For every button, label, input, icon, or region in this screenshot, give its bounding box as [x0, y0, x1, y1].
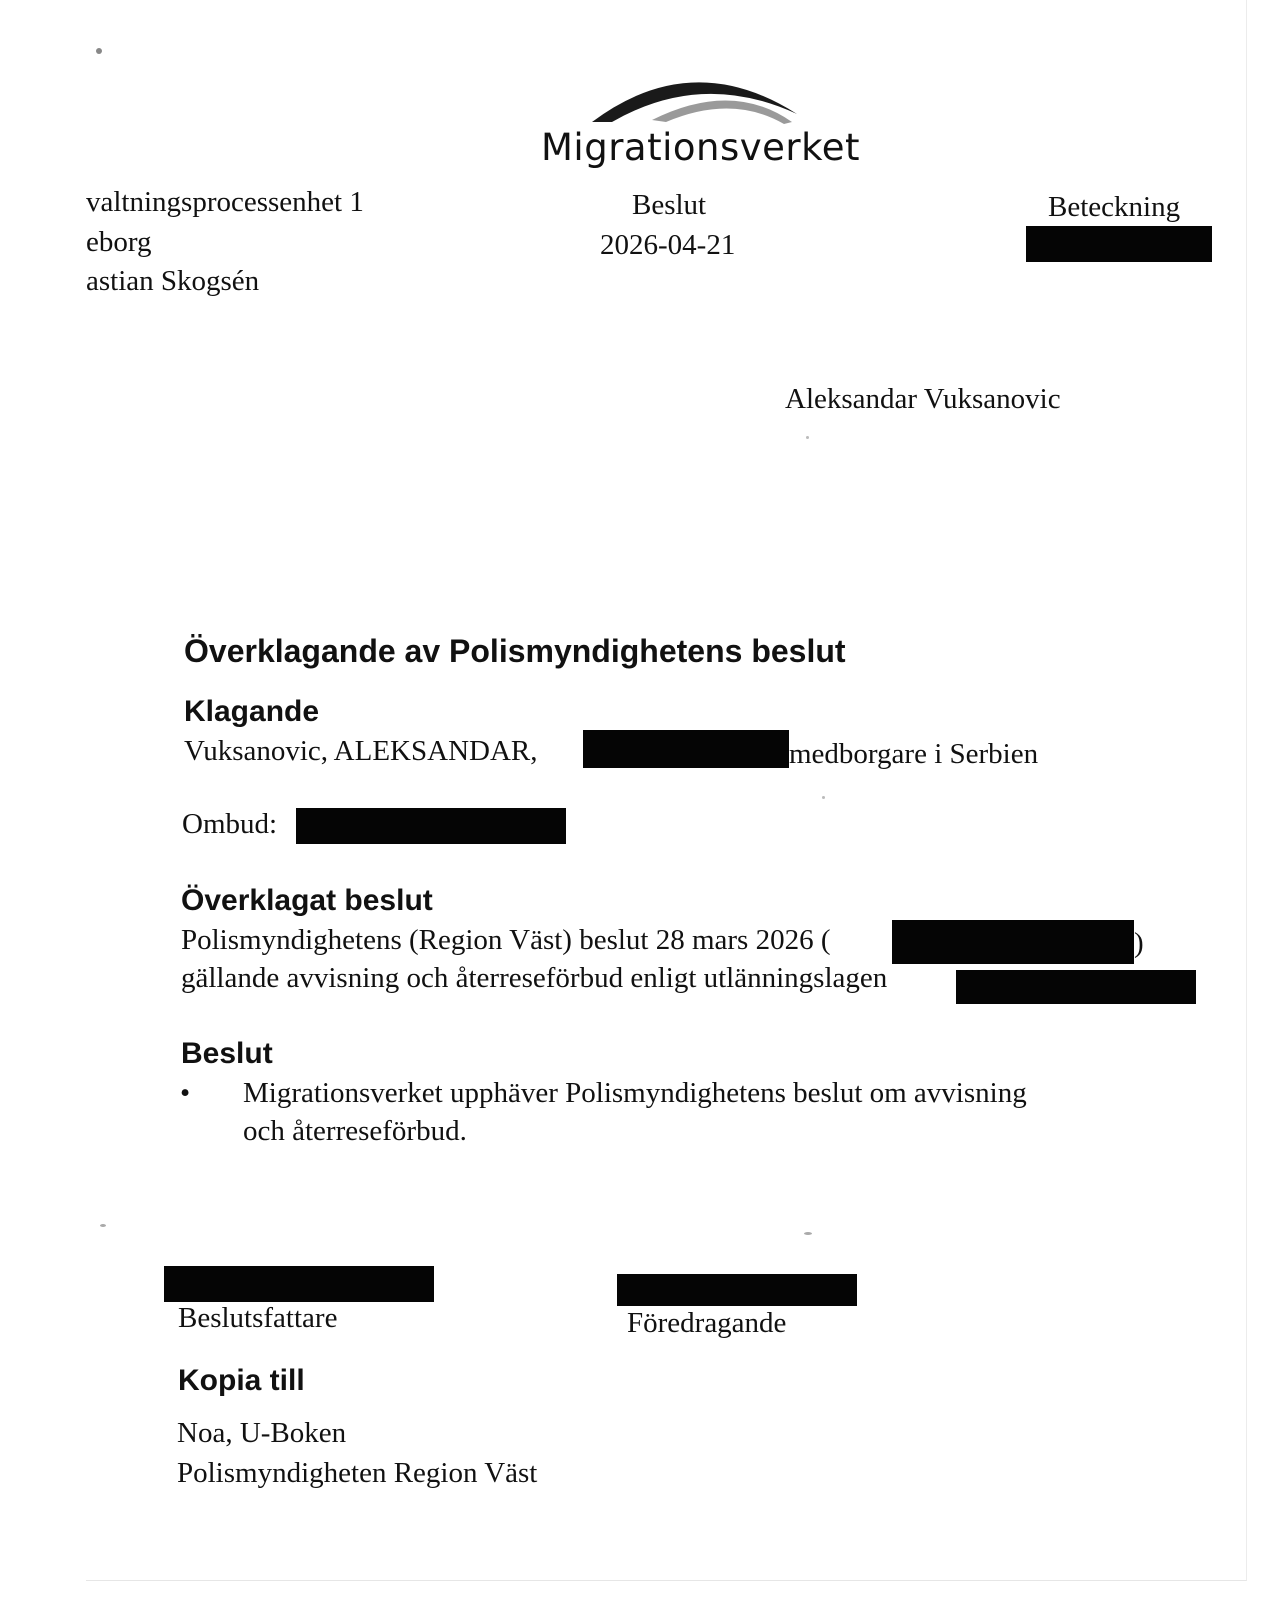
- document-date: 2026-04-21: [600, 229, 736, 261]
- document-type: Beslut: [632, 189, 707, 221]
- beslut-heading: Beslut: [181, 1037, 273, 1070]
- overklagat-heading: Överklagat beslut: [181, 884, 433, 917]
- klagande-citizenship: medborgare i Serbien: [789, 738, 1039, 770]
- kopia-recipient-1: Noa, U-Boken: [177, 1417, 347, 1449]
- redaction-signature-decision-maker: [164, 1266, 434, 1302]
- scan-speck: [100, 1224, 106, 1227]
- redaction-reference: [1026, 226, 1212, 262]
- kopia-heading: Kopia till: [178, 1364, 305, 1397]
- sender-officer: astian Skogsén: [86, 265, 260, 297]
- redaction-ombud: [296, 808, 566, 844]
- kopia-recipient-2: Polismyndigheten Region Väst: [177, 1457, 538, 1489]
- overklagat-line-1-end: ): [1134, 927, 1144, 959]
- sender-city: eborg: [86, 226, 152, 258]
- bullet-icon: •: [180, 1077, 191, 1109]
- document-page: [86, 0, 1247, 1581]
- redaction-law-reference: [956, 970, 1196, 1004]
- recipient-name: Aleksandar Vuksanovic: [785, 383, 1061, 415]
- reference-label: Beteckning: [1048, 191, 1181, 223]
- scan-speck: [822, 796, 825, 799]
- overklagat-line-2: gällande avvisning och återreseförbud enligt utlänningslagen: [181, 962, 888, 994]
- logo-wordmark: Migrationsverket: [541, 126, 860, 169]
- redaction-signature-presenter: [617, 1274, 857, 1306]
- arc-logo-icon: [582, 62, 822, 132]
- klagande-name: Vuksanovic, ALEKSANDAR,: [184, 735, 538, 767]
- scan-speck: [806, 436, 809, 439]
- beslut-line-2: och återreseförbud.: [243, 1115, 467, 1147]
- redaction-case-number: [892, 920, 1134, 964]
- document-title: Överklagande av Polismyndighetens beslut: [184, 633, 846, 669]
- ombud-label: Ombud:: [182, 808, 278, 840]
- signature-label-foredragande: Föredragande: [627, 1307, 787, 1339]
- scan-speck: [804, 1232, 812, 1235]
- overklagat-line-1: Polismyndighetens (Region Väst) beslut 28 mars 2026 (: [181, 924, 831, 956]
- sender-unit: valtningsprocessenhet 1: [86, 186, 364, 218]
- redaction-personal-number: [583, 730, 789, 768]
- beslut-line-1: Migrationsverket upphäver Polismyndighetens beslut om avvisning: [243, 1077, 1027, 1109]
- klagande-heading: Klagande: [184, 695, 320, 728]
- signature-label-beslutsfattare: Beslutsfattare: [178, 1302, 338, 1334]
- scan-speck: [96, 48, 102, 54]
